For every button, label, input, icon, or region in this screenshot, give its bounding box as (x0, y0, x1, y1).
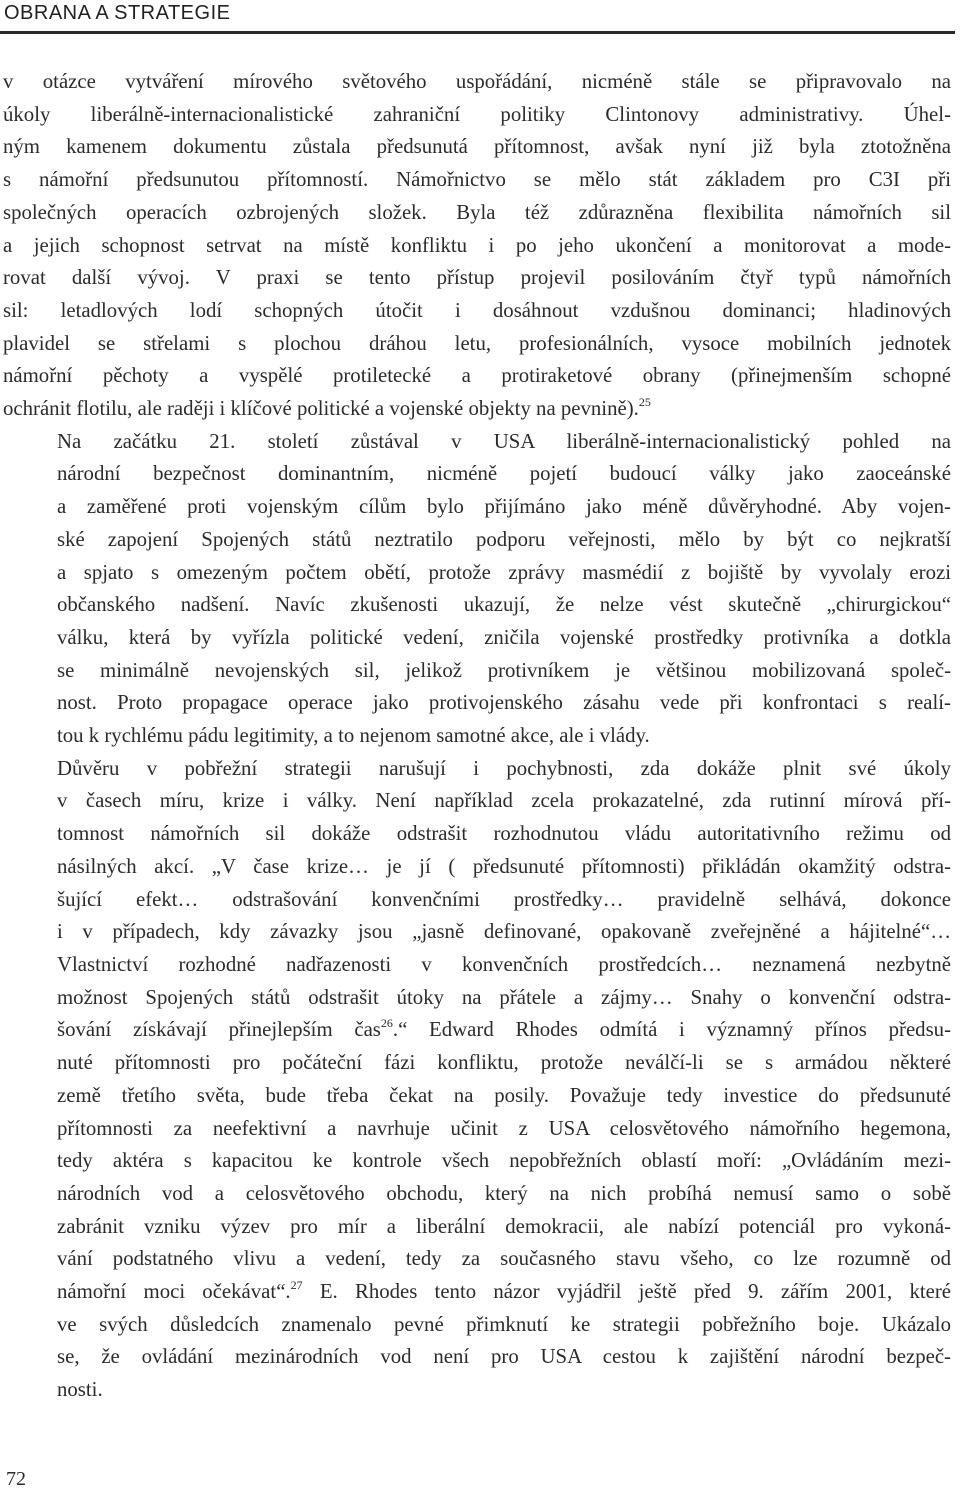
body-text (3, 66, 951, 1407)
text-line: se, že ovládání mezinárodních vod není pro USA cestou k zajištění národní bezpeč- (57, 1345, 951, 1369)
text-line: šování získávají přinejlepším čas$^{26}$.“ Edward Rhodes odmítá i významný přínos předsu- (57, 1016, 951, 1042)
text-line: společných operacích ozbrojených složek. Byla též zdůrazněna flexibilita námořních sil (3, 200, 951, 224)
text-line: úkoly liberálně-internacionalistické zahraniční politiky Clintonovy administrativy. Úhel- (3, 102, 951, 126)
text-line: násilných akcí. „V čase krize… je jí ( předsunuté přítomnosti) přikládán okamžitý odstra- (57, 854, 951, 878)
text-line: občanského nadšení. Navíc zkušenosti ukazují, že nelze vést skutečně „chirurgickou“ (57, 593, 951, 617)
text-line: národní bezpečnost dominantním, nicméně pojetí budoucí války jako zaoceánské (57, 462, 951, 486)
text-line: s námořní předsunutou přítomností. Námořnictvo se mělo stát základem pro C3I při (3, 168, 951, 192)
text-line: vání podstatného vlivu a vedení, tedy za současného stavu všeho, co lze rozumně od (57, 1247, 951, 1271)
text-line: sil: letadlových lodí schopných útočit i dosáhnout vzdušnou dominanci; hladinových (3, 298, 951, 322)
text-line: ným kamenem dokumentu zůstala předsunutá přítomnost, avšak nyní již byla ztotožněna (3, 135, 951, 159)
text-line: zabránit vzniku výzev pro mír a liberální demokracii, ale nabízí potenciál pro vykoná- (57, 1214, 951, 1238)
paragraph (3, 753, 951, 1407)
text-line: šující efekt… odstrašování konvenčními prostředky… pravidelně selhává, dokonce (57, 887, 951, 911)
text-line: národních vod a celosvětového obchodu, který na nich probíhá nemusí samo o sobě (57, 1181, 951, 1205)
footnote-ref: 26 (380, 1016, 393, 1031)
text-line: ochránit flotilu, ale raději i klíčové politické a vojenské objekty na pevnině).$^{25}$ (3, 395, 651, 421)
text-line: a zaměřené proti vojenským cílům bylo přijímáno jako méně důvěryhodné. Aby vojen- (57, 495, 951, 519)
text-line: v časech míru, krize i války. Není například zcela prokazatelné, zda rutinní mírová pří- (57, 789, 951, 813)
text-line: v otázce vytváření mírového světového uspořádání, nicméně stále se připravovalo na (3, 70, 951, 93)
text-line: námořní pěchoty a vyspělé protiletecké a protiraketové obrany (přinejmenším schopné (3, 364, 951, 388)
text-line: přítomnosti za neefektivní a navrhuje učinit z USA celosvětového námořního hegemona, (57, 1116, 951, 1140)
page-number: 72 (6, 1468, 26, 1490)
text-line: se minimálně nevojenských sil, jelikož protivníkem je většinou mobilizovaná společ- (57, 658, 951, 682)
text-line: země třetího světa, bude třeba čekat na posily. Považuje tedy investice do předsunuté (57, 1083, 951, 1107)
text-line: rovat další vývoj. V praxi se tento přístup projevil posilováním čtyř typů námořních (3, 266, 951, 290)
text-line: ské zapojení Spojených států neztratilo podporu veřejnosti, mělo by být co nejkratší (57, 527, 951, 551)
text-line: a jejich schopnost setrvat na místě konfliktu i po jeho ukončení a monitorovat a mode- (3, 233, 951, 257)
paragraph (3, 426, 951, 753)
text-line: a spjato s omezeným počtem obětí, protože zprávy masmédií z bojiště by vyvolaly erozi (57, 560, 951, 584)
text-line: tedy aktéra s kapacitou ke kontrole všech nepobřežních oblastí moří: „Ovládáním mezi- (57, 1149, 951, 1173)
header-rule (0, 31, 955, 34)
paragraph (3, 66, 951, 426)
running-header: OBRANA A STRATEGIE (4, 2, 231, 24)
text-line: nost. Proto propagace operace jako protivojenského zásahu vede při konfrontaci s realí- (57, 691, 951, 715)
text-line: tomnost námořních sil dokáže odstrašit rozhodnutou vládu autoritativního režimu od (57, 822, 951, 846)
text-line: válku, která by vyřízla politické vedení, zničila vojenské prostředky protivníka a dotkla (57, 625, 951, 649)
text-line: možnost Spojených států odstrašit útoky na přátele a zájmy… Snahy o konvenční odstra- (57, 985, 951, 1009)
text-line: tou k rychlému pádu legitimity, a to nejenom samotné akce, ale i vlády. (57, 724, 650, 748)
text-line: Důvěru v pobřežní strategii narušují i pochybnosti, zda dokáže plnit své úkoly (57, 756, 951, 780)
text-line: nosti. (57, 1378, 103, 1402)
text-line: ve svých důsledcích znamenalo pevné přimknutí ke strategii pobřežního boje. Ukázalo (57, 1312, 951, 1336)
text-line: plavidel se střelami s plochou dráhou letu, profesionálních, vysoce mobilních jednotek (3, 331, 951, 355)
footnote-ref: 27 (290, 1278, 303, 1293)
text-line: Vlastnictví rozhodné nadřazenosti v konvenčních prostředcích… neznamená nezbytně (57, 952, 951, 976)
text-line: i v případech, kdy závazky jsou „jasně definované, opakovaně zveřejněné a hájitelné“… (57, 920, 951, 944)
text-line: Na začátku 21. století zůstával v USA liberálně-internacionalistický pohled na (57, 429, 951, 453)
footnote-ref: 25 (638, 395, 651, 410)
text-line: nuté přítomnosti pro počáteční fázi konfliktu, protože neválčí-li se s armádou některé (57, 1051, 951, 1075)
text-line: námořní moci očekávat“.$^{27}$ E. Rhodes tento názor vyjádřil ještě před 9. zářím 2001, které (57, 1278, 952, 1304)
